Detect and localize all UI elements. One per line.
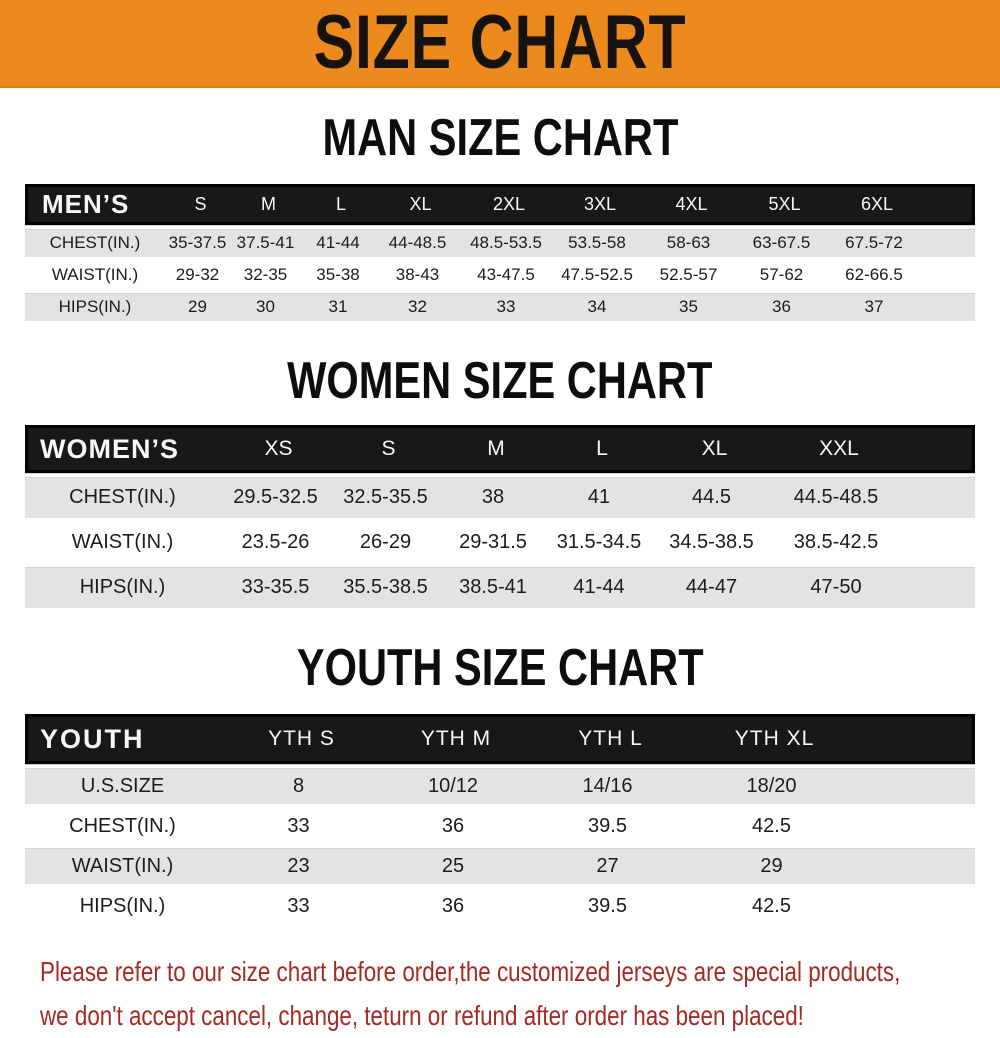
table-cell: 29 — [188, 297, 207, 316]
row-label: CHEST(IN.) — [69, 486, 176, 508]
table-cell: 52.5-57 — [659, 265, 718, 284]
table-cell: 33 — [287, 894, 310, 917]
table-row — [25, 848, 975, 884]
table-cell: 48.5-53.5 — [470, 233, 542, 252]
table-cell: 35.5-38.5 — [343, 576, 428, 598]
table-cell: 36 — [441, 894, 465, 917]
column-header: YTH S — [268, 727, 335, 750]
column-header: YTH L — [578, 727, 643, 750]
table-cell: 29-32 — [175, 265, 220, 284]
row-label: HIPS(IN.) — [79, 894, 166, 917]
column-header: YTH XL — [734, 727, 815, 750]
table-cell: 44.5-48.5 — [793, 486, 879, 508]
table-cell: 33 — [496, 297, 516, 316]
table-row — [25, 293, 975, 321]
table-corner-label: MEN’S — [42, 189, 130, 219]
youth-section-heading — [0, 639, 1000, 697]
table-cell: 38 — [481, 486, 505, 508]
row-label: CHEST(IN.) — [49, 233, 141, 252]
column-header: 4XL — [675, 194, 708, 214]
table-cell: 18/20 — [746, 774, 797, 797]
table-row — [25, 229, 975, 257]
table-cell: 44-47 — [685, 576, 738, 598]
column-header: M — [261, 194, 276, 214]
table-cell: 67.5-72 — [845, 233, 903, 252]
table-cell: 62-66.5 — [845, 265, 903, 284]
order-disclaimer-note — [40, 950, 1000, 1038]
table-cell: 41-44 — [573, 576, 625, 598]
table-cell: 47-50 — [810, 576, 862, 598]
table-row — [25, 567, 975, 608]
table-cell: 29.5-32.5 — [233, 486, 318, 508]
man-section-heading-text: MAN SIZE CHART — [322, 109, 678, 167]
row-label: HIPS(IN.) — [58, 297, 132, 316]
row-label: WAIST(IN.) — [71, 531, 174, 553]
table-row — [25, 808, 975, 844]
men-size-table — [25, 184, 975, 321]
table-cell: 41-44 — [316, 233, 360, 252]
table-cell: 44-48.5 — [388, 233, 447, 252]
table-row — [25, 522, 975, 563]
column-header: S — [194, 194, 207, 214]
table-header-row — [25, 425, 975, 473]
youth-size-table — [25, 714, 975, 924]
table-corner-label: WOMEN’S — [40, 433, 179, 464]
column-header: XS — [264, 437, 293, 460]
table-cell: 8 — [292, 774, 305, 797]
table-cell: 27 — [596, 854, 619, 877]
table-cell: 58-63 — [666, 233, 711, 252]
table-cell: 29 — [760, 854, 783, 877]
size-chart-banner — [0, 0, 1000, 88]
table-cell: 38.5-41 — [459, 576, 527, 598]
column-header: 6XL — [860, 194, 894, 214]
column-header: L — [335, 194, 346, 214]
table-row — [25, 477, 975, 518]
table-cell: 39.5 — [588, 894, 627, 917]
column-header: XL — [409, 194, 432, 214]
table-cell: 38.5-42.5 — [793, 531, 879, 553]
table-cell: 41 — [587, 486, 611, 508]
women-section-heading-text: WOMEN SIZE CHART — [287, 352, 713, 410]
table-cell: 14/16 — [582, 774, 633, 797]
table-cell: 57-62 — [759, 265, 804, 284]
table-row — [25, 768, 975, 804]
table-cell: 26-29 — [359, 531, 412, 553]
table-cell: 10/12 — [427, 774, 479, 797]
row-label: CHEST(IN.) — [69, 814, 176, 837]
row-label: WAIST(IN.) — [71, 854, 174, 877]
table-cell: 34 — [587, 297, 607, 316]
man-section-heading — [0, 109, 1000, 167]
column-header: 2XL — [492, 194, 526, 214]
column-header: XXL — [819, 437, 859, 460]
table-header-row — [25, 184, 975, 225]
table-row — [25, 888, 975, 924]
row-label: WAIST(IN.) — [51, 265, 139, 284]
table-cell: 33 — [287, 814, 310, 837]
table-cell: 23.5-26 — [241, 531, 310, 553]
row-label: HIPS(IN.) — [79, 576, 166, 598]
table-cell: 23 — [287, 854, 310, 877]
table-cell: 47.5-52.5 — [561, 265, 633, 284]
table-cell: 36 — [772, 297, 791, 316]
women-size-table — [25, 425, 975, 608]
column-header: 3XL — [583, 194, 617, 214]
table-cell: 32-35 — [243, 265, 288, 284]
table-cell: 31 — [328, 297, 348, 316]
row-label: U.S.SIZE — [80, 774, 165, 797]
table-cell: 38-43 — [395, 265, 440, 284]
table-cell: 29-31.5 — [459, 531, 527, 553]
table-cell: 35-37.5 — [168, 233, 227, 252]
table-cell: 39.5 — [588, 814, 627, 837]
column-header: L — [596, 437, 608, 460]
table-corner-label: YOUTH — [40, 723, 145, 754]
table-cell: 31.5-34.5 — [556, 531, 642, 553]
table-cell: 30 — [256, 297, 275, 316]
table-cell: 37.5-41 — [236, 233, 295, 252]
table-cell: 42.5 — [752, 894, 791, 917]
table-cell: 34.5-38.5 — [669, 531, 754, 553]
table-cell: 42.5 — [752, 814, 791, 837]
table-cell: 53.5-58 — [568, 233, 626, 252]
column-header: M — [487, 437, 505, 460]
youth-section-heading-text: YOUTH SIZE CHART — [296, 639, 704, 697]
column-header: YTH M — [420, 727, 492, 750]
table-cell: 32 — [408, 297, 427, 316]
table-cell: 32.5-35.5 — [343, 486, 428, 508]
table-cell: 63-67.5 — [752, 233, 811, 252]
disclaimer-line-2: we don't accept cancel, change, teturn or refund after order has been placed! — [40, 1000, 804, 1031]
table-cell: 35 — [679, 297, 698, 316]
table-cell: 25 — [441, 854, 465, 877]
column-header: S — [381, 437, 396, 460]
table-row — [25, 261, 975, 289]
table-cell: 36 — [441, 814, 465, 837]
table-cell: 44.5 — [692, 486, 731, 508]
disclaimer-line-1: Please refer to our size chart before order,the customized jerseys are special products, — [40, 956, 901, 987]
table-cell: 33-35.5 — [241, 576, 310, 598]
banner-title: SIZE CHART — [313, 0, 687, 85]
table-header-row — [25, 714, 975, 764]
column-header: XL — [701, 437, 728, 460]
table-cell: 43-47.5 — [477, 265, 535, 284]
column-header: 5XL — [768, 194, 801, 214]
table-cell: 37 — [864, 297, 884, 316]
women-section-heading — [0, 352, 1000, 410]
table-cell: 35-38 — [316, 265, 360, 284]
